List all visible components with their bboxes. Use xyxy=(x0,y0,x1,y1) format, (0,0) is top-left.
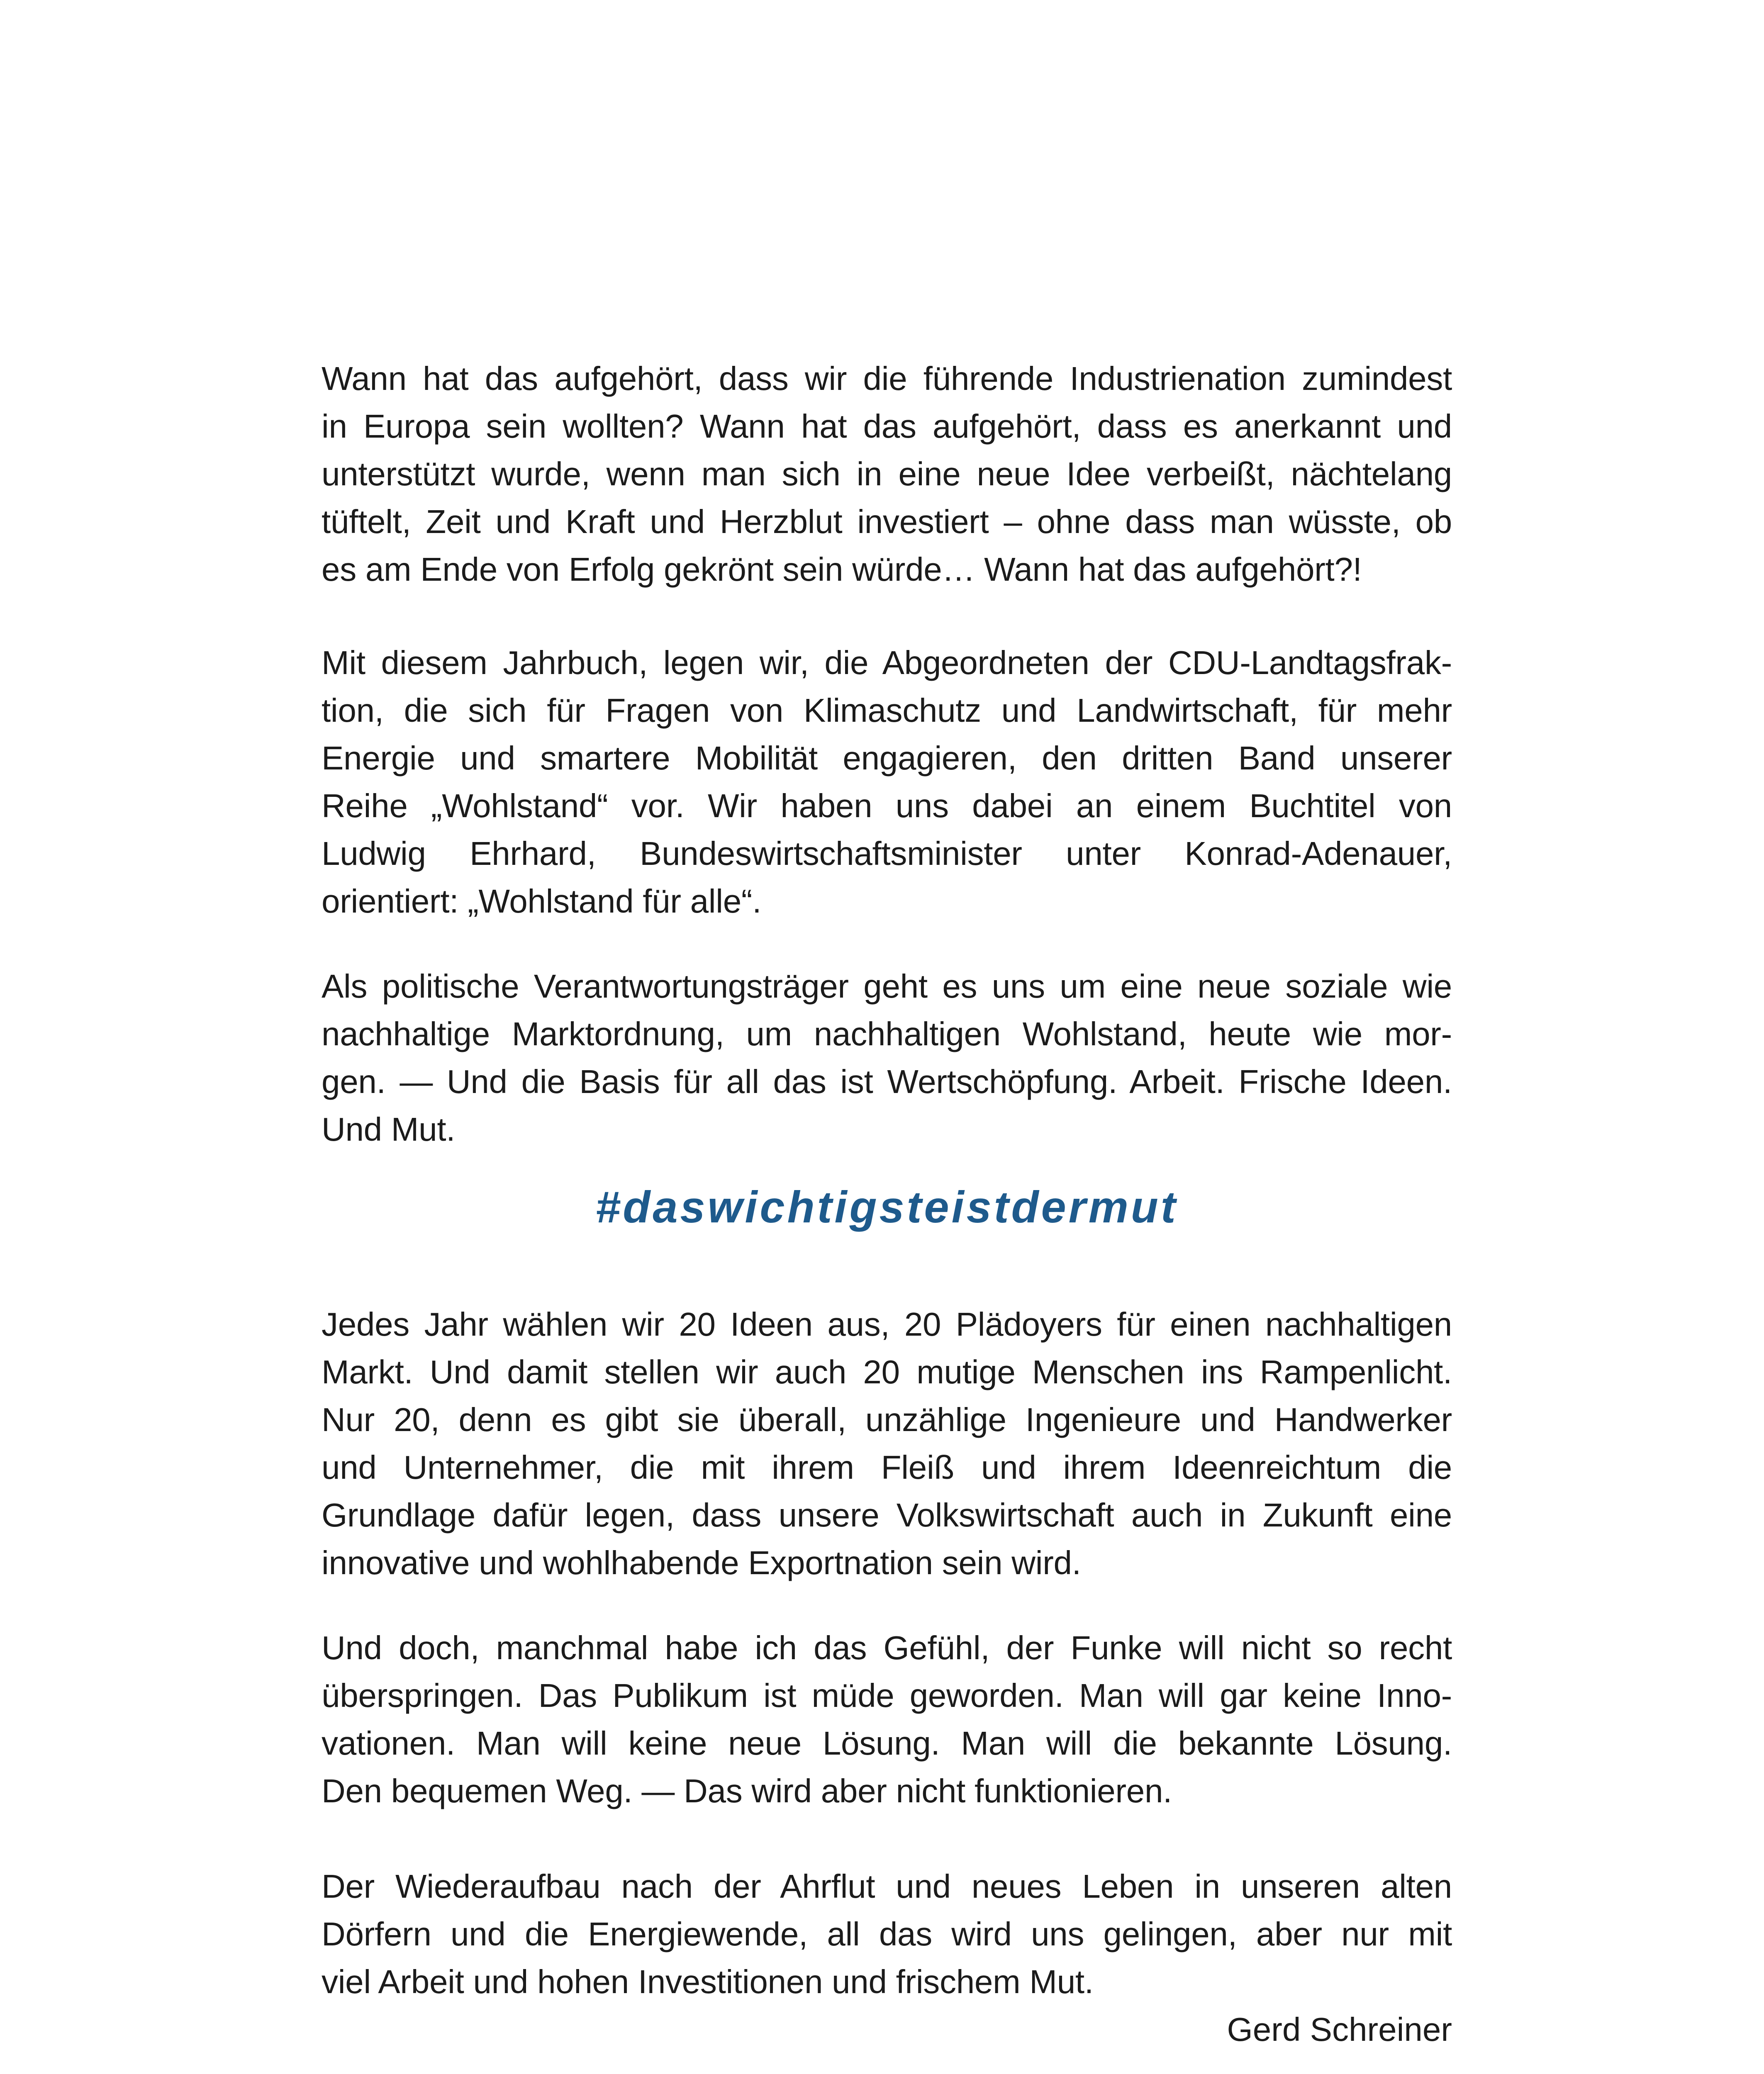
paragraph-5 xyxy=(322,1624,1452,1815)
author-signature: Gerd Schreiner xyxy=(1227,2011,1452,2048)
paragraph-2 xyxy=(322,639,1452,925)
paragraph-text xyxy=(322,1862,1452,2006)
paragraph-1 xyxy=(322,355,1452,593)
text-line: Mit diesem Jahrbuch, legen wir, die Abgeordneten der CDU-Landtagsfrak- xyxy=(322,644,1452,681)
paragraph-6 xyxy=(322,1862,1452,2006)
text-line: überspringen. Das Publikum ist müde geworden. Man will gar keine Inno- xyxy=(322,1677,1452,1714)
text-line: tüftelt, Zeit und Kraft und Herzblut investiert – ohne dass man wüsste, ob xyxy=(322,503,1452,540)
text-line: tion, die sich für Fragen von Klimaschutz und Landwirtschaft, für mehr xyxy=(322,692,1452,729)
text-line: Als politische Verantwortungsträger geht es uns um eine neue soziale wie xyxy=(322,968,1452,1005)
text-line: Den bequemen Weg. — Das wird aber nicht funktionieren. xyxy=(322,1772,1172,1809)
text-line: Grundlage dafür legen, dass unsere Volkswirtschaft auch in Zukunft eine xyxy=(322,1497,1452,1534)
text-line: Der Wiederaufbau nach der Ahrflut und neues Leben in unseren alten xyxy=(322,1868,1452,1905)
text-line: Reihe „Wohlstand“ vor. Wir haben uns dabei an einem Buchtitel von xyxy=(322,787,1452,824)
text-line: Dörfern und die Energiewende, all das wird uns gelingen, aber nur mit xyxy=(322,1916,1452,1952)
paragraph-3 xyxy=(322,962,1452,1153)
paragraph-text xyxy=(322,962,1452,1153)
paragraph-text xyxy=(322,639,1452,925)
text-line: Ludwig Ehrhard, Bundeswirtschaftsminister unter Konrad-Adenauer, xyxy=(322,835,1452,872)
text-line: Nur 20, denn es gibt sie überall, unzählige Ingenieure und Handwerker xyxy=(322,1401,1452,1438)
text-line: Energie und smartere Mobilität engagieren, den dritten Band unserer xyxy=(322,740,1452,777)
text-line: viel Arbeit und hohen Investitionen und frischem Mut. xyxy=(322,1963,1094,2000)
text-line: Markt. Und damit stellen wir auch 20 mutige Menschen ins Rampenlicht. xyxy=(322,1353,1452,1390)
text-line: unterstützt wurde, wenn man sich in eine neue Idee verbeißt, nächtelang xyxy=(322,455,1452,492)
text-line: gen. — Und die Basis für all das ist Wertschöpfung. Arbeit. Frische Ideen. xyxy=(322,1063,1452,1100)
text-line: nachhaltige Marktordnung, um nachhaltigen Wohlstand, heute wie mor- xyxy=(322,1015,1452,1052)
text-line: Jedes Jahr wählen wir 20 Ideen aus, 20 Plädoyers für einen nachhaltigen xyxy=(322,1306,1452,1343)
text-line: es am Ende von Erfolg gekrönt sein würde… Wann hat das aufgehört?! xyxy=(322,551,1362,588)
text-line: in Europa sein wollten? Wann hat das aufgehört, dass es anerkannt und xyxy=(322,408,1452,445)
hashtag-heading: #daswichtigsteistdermut xyxy=(595,1182,1178,1232)
text-line: orientiert: „Wohlstand für alle“. xyxy=(322,883,762,920)
paragraph-text xyxy=(322,1300,1452,1587)
paragraph-text xyxy=(322,355,1452,593)
text-line: vationen. Man will keine neue Lösung. Man will die bekannte Lösung. xyxy=(322,1725,1452,1762)
paragraph-text xyxy=(322,1624,1452,1815)
text-line: Und Mut. xyxy=(322,1111,456,1148)
text-line: Und doch, manchmal habe ich das Gefühl, der Funke will nicht so recht xyxy=(322,1629,1452,1666)
paragraph-4 xyxy=(322,1300,1452,1587)
text-line: Wann hat das aufgehört, dass wir die führende Industrienation zumindest xyxy=(322,360,1452,397)
text-line: und Unternehmer, die mit ihrem Fleiß und ihrem Ideenreichtum die xyxy=(322,1449,1452,1486)
text-line: innovative und wohlhabende Exportnation sein wird. xyxy=(322,1544,1081,1581)
